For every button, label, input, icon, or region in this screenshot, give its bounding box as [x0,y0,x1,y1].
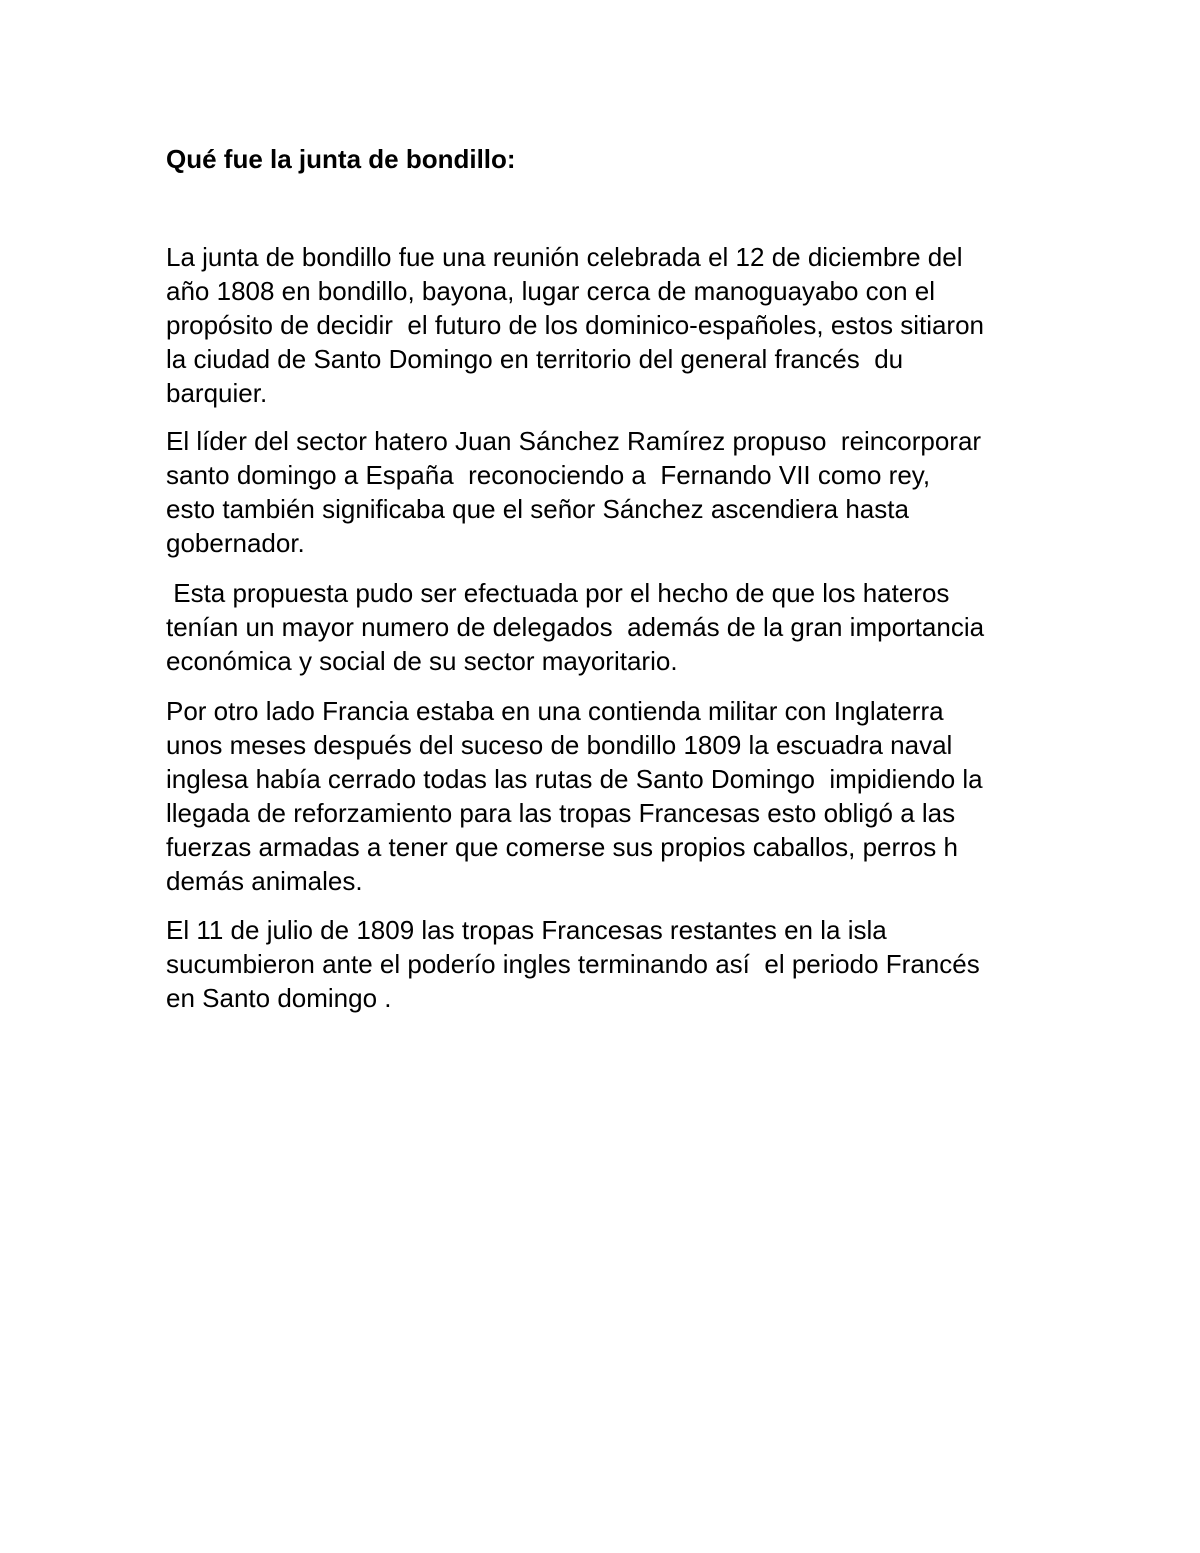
paragraph-5-line-3: en Santo domingo . [166,983,392,1013]
paragraph-1-line-3: propósito de decidir el futuro de los dominico-españoles, estos sitiaron [166,310,985,340]
paragraph-2-line-1: El líder del sector hatero Juan Sánchez Ramírez propuso reincorporar [166,426,982,456]
paragraph-2-line-2: santo domingo a España reconociendo a Fernando VII como rey, [166,460,931,490]
paragraph-1-line-2: año 1808 en bondillo, bayona, lugar cerca de manoguayabo con el [166,276,936,306]
paragraph-3-line-3: económica y social de su sector mayoritario. [166,646,678,676]
paragraph-4-line-5: fuerzas armadas a tener que comerse sus propios caballos, perros h [166,832,958,862]
paragraph-5-line-2: sucumbieron ante el poderío ingles terminando así el periodo Francés [166,949,980,979]
paragraph-2-line-3: esto también significaba que el señor Sánchez ascendiera hasta [166,494,909,524]
paragraph-3-line-2: tenían un mayor numero de delegados además de la gran importancia [166,612,985,642]
paragraph-3-line-1: Esta propuesta pudo ser efectuada por el hecho de que los hateros [166,578,950,608]
document-title: Qué fue la junta de bondillo: [166,144,516,174]
paragraph-5-line-1: El 11 de julio de 1809 las tropas Francesas restantes en la isla [166,915,887,945]
paragraph-1-line-4: la ciudad de Santo Domingo en territorio del general francés du [166,344,904,374]
paragraph-4-line-1: Por otro lado Francia estaba en una contienda militar con Inglaterra [166,696,944,726]
paragraph-4-line-4: llegada de reforzamiento para las tropas Francesas esto obligó a las [166,798,956,828]
paragraph-1-line-1: La junta de bondillo fue una reunión celebrada el 12 de diciembre del [166,242,963,272]
paragraph-4-line-2: unos meses después del suceso de bondillo 1809 la escuadra naval [166,730,953,760]
paragraph-4-line-3: inglesa había cerrado todas las rutas de Santo Domingo impidiendo la [166,764,983,794]
paragraph-1-line-5: barquier. [166,378,268,408]
paragraph-2-line-4: gobernador. [166,528,305,558]
paragraph-4-line-6: demás animales. [166,866,363,896]
